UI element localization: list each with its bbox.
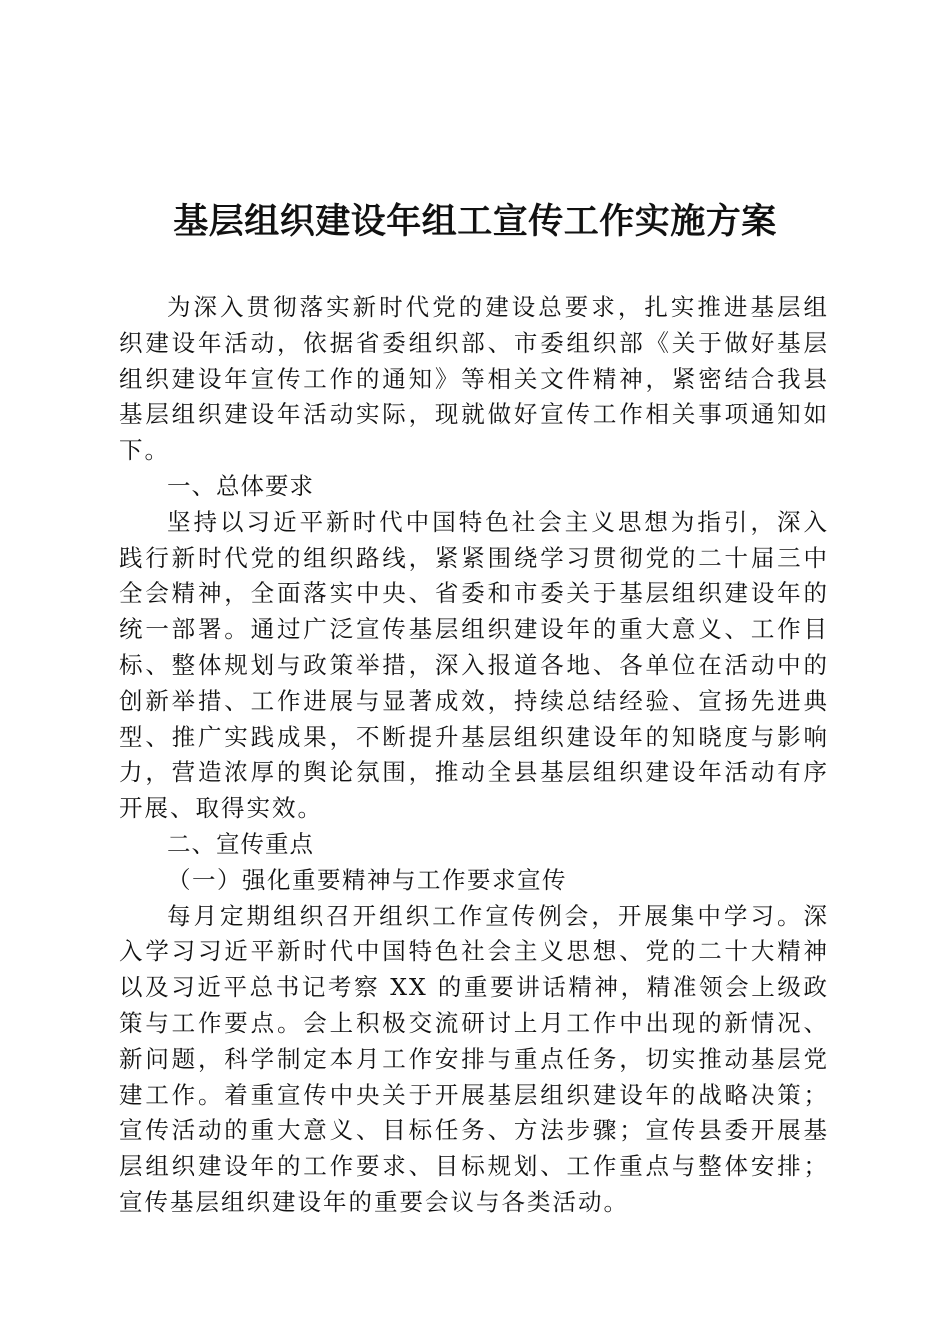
intro-paragraph: 为深入贯彻落实新时代党的建设总要求，扎实推进基层组织建设年活动，依据省委组织部、市委组织部《关于做好基层组织建设年宣传工作的通知》等相关文件精神，紧密结合我县基层组织建设年活动实际，现就做好宣传工作相关事项通知如下。 xyxy=(119,293,829,465)
subsection-heading-spirit-publicity: （一）强化重要精神与工作要求宣传 xyxy=(167,865,567,894)
spirit-publicity-paragraph: 每月定期组织召开组织工作宣传例会，开展集中学习。深入学习习近平新时代中国特色社会主义思想、党的二十大精神以及习近平总书记考察 XX 的重要讲话精神，精准领会上级政策与工作要点。会上积极交流研讨上月工作中出现的新情况、新问题，科学制定本月工作安排与重点任务，切实推动基层党建工作。着重宣传中央关于开展基层组织建设年的战略决策；宣传活动的重大意义、目标任务、方法步骤；宣传县委开展基层组织建设年的工作要求、目标规划、工作重点与整体安排；宣传基层组织建设年的重要会议与各类活动。 xyxy=(119,901,829,1216)
section-heading-general-requirements: 一、总体要求 xyxy=(167,471,314,500)
general-requirements-paragraph: 坚持以习近平新时代中国特色社会主义思想为指引，深入践行新时代党的组织路线，紧紧围绕学习贯彻党的二十届三中全会精神，全面落实中央、省委和市委关于基层组织建设年的统一部署。通过广泛宣传基层组织建设年的重大意义、工作目标、整体规划与政策举措，深入报道各地、各单位在活动中的创新举措、工作进展与显著成效，持续总结经验、宣扬先进典型、推广实践成果，不断提升基层组织建设年的知晓度与影响力，营造浓厚的舆论氛围，推动全县基层组织建设年活动有序开展、取得实效。 xyxy=(119,507,829,823)
document-body xyxy=(119,290,829,1221)
document-title: 基层组织建设年组工宣传工作实施方案 xyxy=(173,201,777,242)
section-heading-publicity-focus: 二、宣传重点 xyxy=(167,829,314,858)
